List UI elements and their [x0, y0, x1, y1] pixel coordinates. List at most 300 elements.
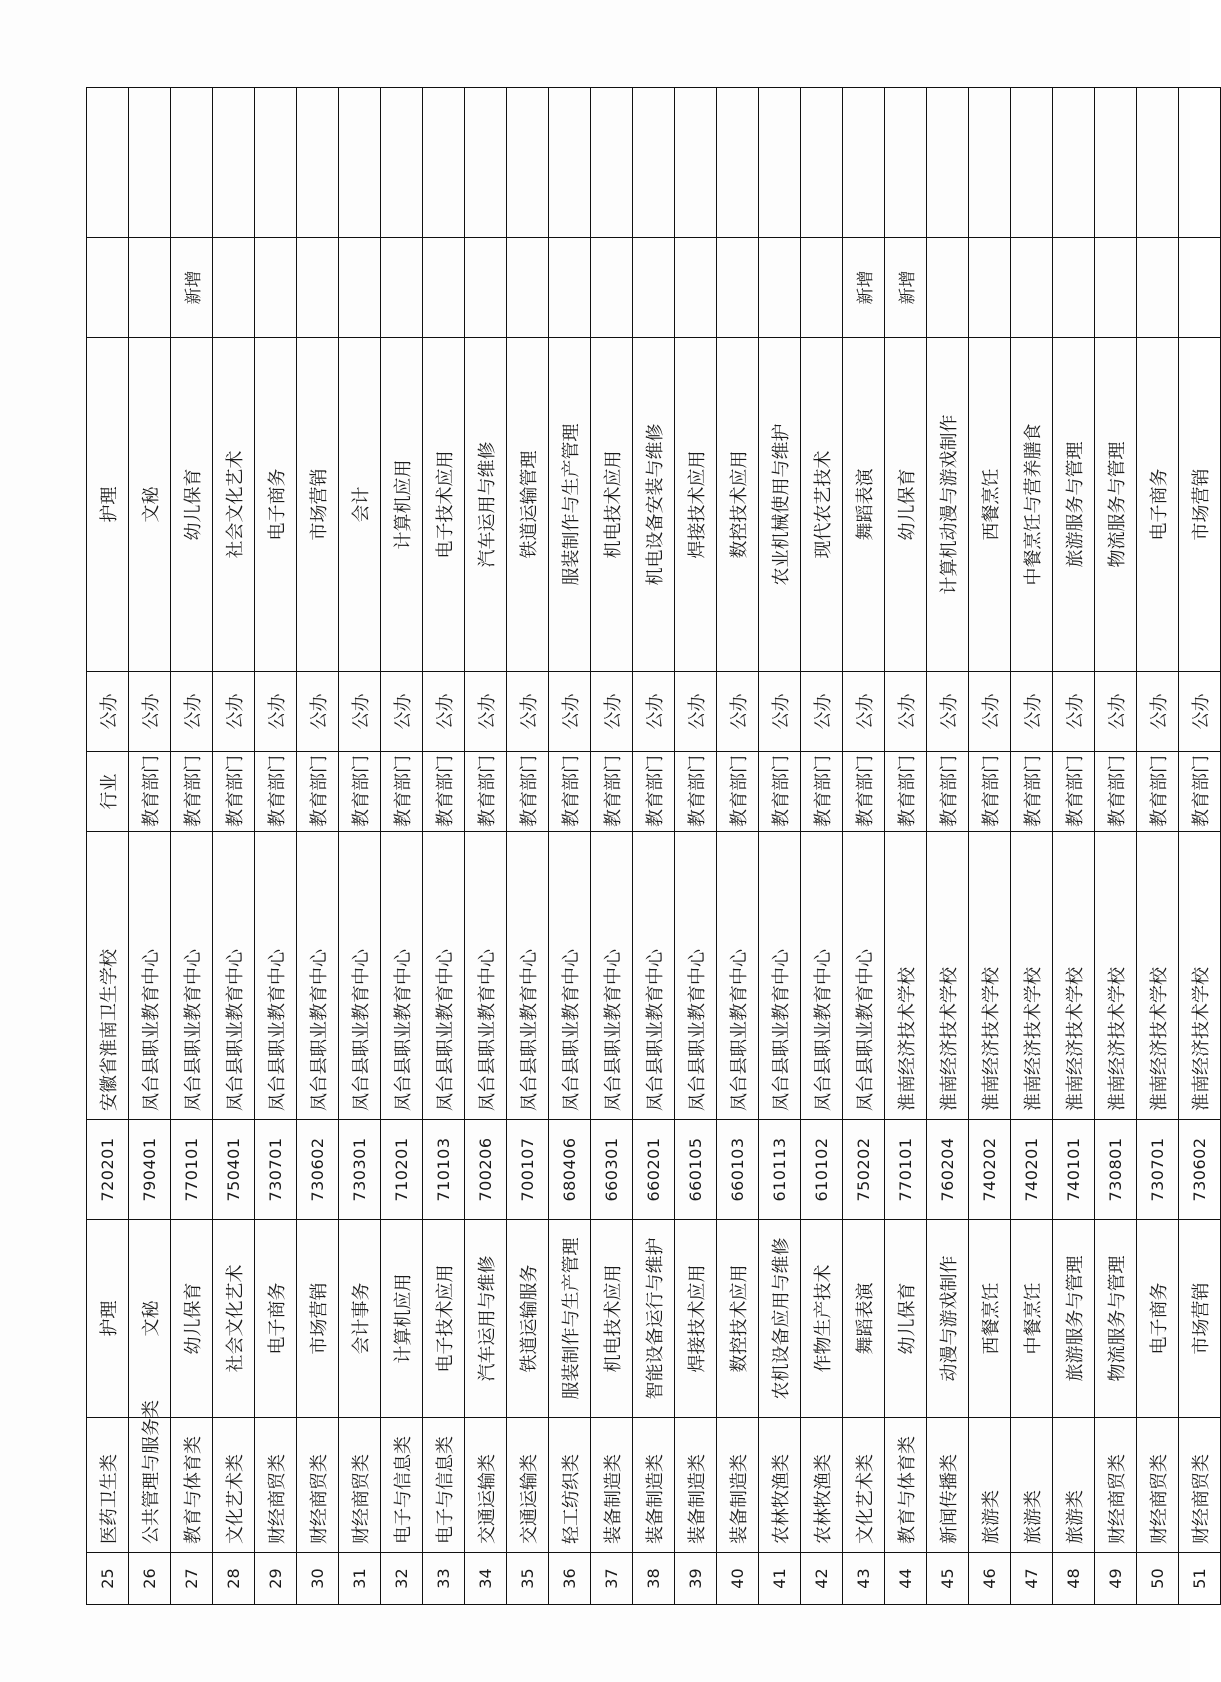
school-nature-cell: 公办 — [1179, 672, 1221, 752]
original-major-cell: 市场营销 — [297, 338, 339, 672]
table-row — [759, 88, 801, 1605]
major-cell: 西餐烹饪 — [969, 1220, 1011, 1418]
category-cell: 农林牧渔类 — [759, 1418, 801, 1553]
row-number: 37 — [591, 1553, 633, 1605]
note-cell — [381, 238, 423, 338]
category-cell: 医药卫生类 — [87, 1418, 129, 1553]
industry-cell: 教育部门 — [927, 752, 969, 832]
original-major-cell: 现代农艺技术 — [801, 338, 843, 672]
table-row — [843, 88, 885, 1605]
blank-cell — [801, 88, 843, 238]
industry-cell: 教育部门 — [171, 752, 213, 832]
school-nature-cell: 公办 — [717, 672, 759, 752]
school-cell: 凤台县职业教育中心 — [549, 832, 591, 1120]
table-row — [1137, 88, 1179, 1605]
original-major-cell: 物流服务与管理 — [1095, 338, 1137, 672]
school-nature-cell: 公办 — [465, 672, 507, 752]
row-number: 34 — [465, 1553, 507, 1605]
note-cell — [423, 238, 465, 338]
original-major-cell: 计算机应用 — [381, 338, 423, 672]
blank-cell — [759, 88, 801, 238]
major-cell: 舞蹈表演 — [843, 1220, 885, 1418]
category-cell: 交通运输类 — [507, 1418, 549, 1553]
school-cell: 凤台县职业教育中心 — [339, 832, 381, 1120]
row-number: 26 — [129, 1553, 171, 1605]
original-major-cell: 幼儿保育 — [885, 338, 927, 672]
blank-cell — [927, 88, 969, 238]
original-major-cell: 电子技术应用 — [423, 338, 465, 672]
note-cell — [717, 238, 759, 338]
major-cell: 幼儿保育 — [171, 1220, 213, 1418]
original-major-cell: 铁道运输管理 — [507, 338, 549, 672]
major-code-cell: 610102 — [801, 1120, 843, 1220]
table-row — [717, 88, 759, 1605]
major-cell: 电子商务 — [1137, 1220, 1179, 1418]
table-row — [1179, 88, 1221, 1605]
school-cell: 淮南经济技术学校 — [969, 832, 1011, 1120]
blank-cell — [339, 88, 381, 238]
major-code-cell: 660201 — [633, 1120, 675, 1220]
original-major-cell: 服装制作与生产管理 — [549, 338, 591, 672]
blank-cell — [1179, 88, 1221, 238]
note-cell — [213, 238, 255, 338]
school-cell: 凤台县职业教育中心 — [507, 832, 549, 1120]
school-nature-cell: 公办 — [591, 672, 633, 752]
category-cell: 旅游类 — [1011, 1418, 1053, 1553]
major-code-cell: 790401 — [129, 1120, 171, 1220]
industry-cell: 教育部门 — [381, 752, 423, 832]
original-major-cell: 计算机动漫与游戏制作 — [927, 338, 969, 672]
note-cell — [1179, 238, 1221, 338]
industry-cell: 教育部门 — [591, 752, 633, 832]
school-cell: 淮南经济技术学校 — [1179, 832, 1221, 1120]
category-cell: 财经商贸类 — [255, 1418, 297, 1553]
table-row — [213, 88, 255, 1605]
industry-cell: 教育部门 — [507, 752, 549, 832]
major-cell: 计算机应用 — [381, 1220, 423, 1418]
industry-cell: 教育部门 — [675, 752, 717, 832]
major-cell: 旅游服务与管理 — [1053, 1220, 1095, 1418]
blank-cell — [1053, 88, 1095, 238]
industry-cell: 教育部门 — [885, 752, 927, 832]
blank-cell — [1137, 88, 1179, 238]
industry-cell: 教育部门 — [843, 752, 885, 832]
blank-cell — [255, 88, 297, 238]
industry-cell: 教育部门 — [717, 752, 759, 832]
major-code-cell: 700107 — [507, 1120, 549, 1220]
school-nature-cell: 公办 — [129, 672, 171, 752]
major-code-cell: 710103 — [423, 1120, 465, 1220]
category-cell: 交通运输类 — [465, 1418, 507, 1553]
original-major-cell: 市场营销 — [1179, 338, 1221, 672]
table-row — [381, 88, 423, 1605]
category-cell: 新闻传播类 — [927, 1418, 969, 1553]
note-cell — [801, 238, 843, 338]
row-number: 36 — [549, 1553, 591, 1605]
note-cell: 新增 — [171, 238, 213, 338]
original-major-cell: 社会文化艺术 — [213, 338, 255, 672]
blank-cell — [843, 88, 885, 238]
original-major-cell: 中餐烹饪与营养膳食 — [1011, 338, 1053, 672]
row-number: 38 — [633, 1553, 675, 1605]
note-cell — [129, 238, 171, 338]
note-cell — [255, 238, 297, 338]
table-row — [969, 88, 1011, 1605]
blank-cell — [171, 88, 213, 238]
note-cell — [507, 238, 549, 338]
row-number: 32 — [381, 1553, 423, 1605]
school-cell: 淮南经济技术学校 — [885, 832, 927, 1120]
table-row — [339, 88, 381, 1605]
school-nature-cell: 公办 — [1095, 672, 1137, 752]
school-cell: 凤台县职业教育中心 — [801, 832, 843, 1120]
major-code-cell: 740201 — [1011, 1120, 1053, 1220]
note-cell: 新增 — [885, 238, 927, 338]
table-row — [801, 88, 843, 1605]
row-number: 25 — [87, 1553, 129, 1605]
blank-cell — [717, 88, 759, 238]
school-cell: 凤台县职业教育中心 — [843, 832, 885, 1120]
industry-cell: 教育部门 — [1137, 752, 1179, 832]
row-number: 41 — [759, 1553, 801, 1605]
original-major-cell: 文秘 — [129, 338, 171, 672]
original-major-cell: 电子商务 — [255, 338, 297, 672]
major-code-cell: 660103 — [717, 1120, 759, 1220]
category-cell: 旅游类 — [1053, 1418, 1095, 1553]
school-cell: 凤台县职业教育中心 — [213, 832, 255, 1120]
major-cell: 电子商务 — [255, 1220, 297, 1418]
note-cell — [549, 238, 591, 338]
note-cell — [297, 238, 339, 338]
major-code-cell: 750202 — [843, 1120, 885, 1220]
school-nature-cell: 公办 — [1137, 672, 1179, 752]
table-row — [255, 88, 297, 1605]
note-cell — [969, 238, 1011, 338]
school-nature-cell: 公办 — [339, 672, 381, 752]
major-code-cell: 710201 — [381, 1120, 423, 1220]
table-row — [1095, 88, 1137, 1605]
industry-cell: 行业 — [87, 752, 129, 832]
school-nature-cell: 公办 — [843, 672, 885, 752]
row-number: 49 — [1095, 1553, 1137, 1605]
major-code-cell: 730301 — [339, 1120, 381, 1220]
school-cell: 凤台县职业教育中心 — [297, 832, 339, 1120]
original-major-cell: 机电设备安装与维修 — [633, 338, 675, 672]
note-cell — [1011, 238, 1053, 338]
industry-cell: 教育部门 — [969, 752, 1011, 832]
industry-cell: 教育部门 — [549, 752, 591, 832]
blank-cell — [423, 88, 465, 238]
table-row — [1053, 88, 1095, 1605]
blank-cell — [465, 88, 507, 238]
category-cell: 旅游类 — [969, 1418, 1011, 1553]
category-cell: 财经商贸类 — [339, 1418, 381, 1553]
industry-cell: 教育部门 — [339, 752, 381, 832]
rotated-table-wrapper — [86, 88, 1212, 1605]
blank-cell — [885, 88, 927, 238]
original-major-cell: 焊接技术应用 — [675, 338, 717, 672]
row-number: 51 — [1179, 1553, 1221, 1605]
category-cell: 轻工纺织类 — [549, 1418, 591, 1553]
table-row — [129, 88, 171, 1605]
school-cell: 凤台县职业教育中心 — [759, 832, 801, 1120]
note-cell — [1095, 238, 1137, 338]
table-row — [507, 88, 549, 1605]
school-cell: 淮南经济技术学校 — [1137, 832, 1179, 1120]
major-cell: 农机设备应用与维修 — [759, 1220, 801, 1418]
major-code-cell: 760204 — [927, 1120, 969, 1220]
school-cell: 凤台县职业教育中心 — [633, 832, 675, 1120]
row-number: 28 — [213, 1553, 255, 1605]
school-cell: 淮南经济技术学校 — [927, 832, 969, 1120]
school-nature-cell: 公办 — [927, 672, 969, 752]
school-nature-cell: 公办 — [381, 672, 423, 752]
school-nature-cell: 公办 — [87, 672, 129, 752]
original-major-cell: 旅游服务与管理 — [1053, 338, 1095, 672]
major-code-cell: 770101 — [171, 1120, 213, 1220]
table-row — [171, 88, 213, 1605]
major-list-table — [86, 87, 1221, 1605]
row-number: 50 — [1137, 1553, 1179, 1605]
major-cell: 机电技术应用 — [591, 1220, 633, 1418]
school-nature-cell: 公办 — [759, 672, 801, 752]
major-cell: 幼儿保育 — [885, 1220, 927, 1418]
major-cell: 数控技术应用 — [717, 1220, 759, 1418]
industry-cell: 教育部门 — [297, 752, 339, 832]
note-cell — [1053, 238, 1095, 338]
row-number: 46 — [969, 1553, 1011, 1605]
row-number: 29 — [255, 1553, 297, 1605]
table-row — [87, 88, 129, 1605]
industry-cell: 教育部门 — [465, 752, 507, 832]
note-cell — [927, 238, 969, 338]
original-major-cell: 电子商务 — [1137, 338, 1179, 672]
school-cell: 凤台县职业教育中心 — [423, 832, 465, 1120]
category-cell: 装备制造类 — [591, 1418, 633, 1553]
category-cell: 财经商贸类 — [1137, 1418, 1179, 1553]
row-number: 48 — [1053, 1553, 1095, 1605]
major-code-cell: 730701 — [1137, 1120, 1179, 1220]
industry-cell: 教育部门 — [423, 752, 465, 832]
category-cell: 装备制造类 — [633, 1418, 675, 1553]
category-cell: 装备制造类 — [717, 1418, 759, 1553]
category-cell: 教育与体育类 — [171, 1418, 213, 1553]
row-number: 27 — [171, 1553, 213, 1605]
category-cell: 财经商贸类 — [297, 1418, 339, 1553]
note-cell: 新增 — [843, 238, 885, 338]
major-code-cell: 730602 — [1179, 1120, 1221, 1220]
major-cell: 焊接技术应用 — [675, 1220, 717, 1418]
original-major-cell: 机电技术应用 — [591, 338, 633, 672]
major-code-cell: 700206 — [465, 1120, 507, 1220]
original-major-cell: 西餐烹饪 — [969, 338, 1011, 672]
original-major-cell: 幼儿保育 — [171, 338, 213, 672]
original-major-cell: 会计 — [339, 338, 381, 672]
major-cell: 动漫与游戏制作 — [927, 1220, 969, 1418]
original-major-cell: 农业机械使用与维护 — [759, 338, 801, 672]
table-row — [591, 88, 633, 1605]
industry-cell: 教育部门 — [129, 752, 171, 832]
row-number: 35 — [507, 1553, 549, 1605]
row-number: 45 — [927, 1553, 969, 1605]
school-nature-cell: 公办 — [1011, 672, 1053, 752]
table-row — [297, 88, 339, 1605]
school-cell: 淮南经济技术学校 — [1053, 832, 1095, 1120]
blank-cell — [549, 88, 591, 238]
school-cell: 凤台县职业教育中心 — [255, 832, 297, 1120]
row-number: 30 — [297, 1553, 339, 1605]
note-cell — [1137, 238, 1179, 338]
category-cell: 公共管理与服务类 — [129, 1418, 171, 1553]
note-cell — [591, 238, 633, 338]
industry-cell: 教育部门 — [1053, 752, 1095, 832]
major-cell: 智能设备运行与维护 — [633, 1220, 675, 1418]
row-number: 44 — [885, 1553, 927, 1605]
original-major-cell: 汽车运用与维修 — [465, 338, 507, 672]
major-code-cell: 730801 — [1095, 1120, 1137, 1220]
blank-cell — [633, 88, 675, 238]
original-major-cell: 舞蹈表演 — [843, 338, 885, 672]
major-code-cell: 730701 — [255, 1120, 297, 1220]
major-code-cell: 770101 — [885, 1120, 927, 1220]
school-nature-cell: 公办 — [885, 672, 927, 752]
table-row — [1011, 88, 1053, 1605]
table-row — [927, 88, 969, 1605]
blank-cell — [507, 88, 549, 238]
major-code-cell: 750401 — [213, 1120, 255, 1220]
major-cell: 作物生产技术 — [801, 1220, 843, 1418]
school-cell: 凤台县职业教育中心 — [675, 832, 717, 1120]
school-nature-cell: 公办 — [507, 672, 549, 752]
category-cell: 电子与信息类 — [381, 1418, 423, 1553]
row-number: 33 — [423, 1553, 465, 1605]
note-cell — [87, 238, 129, 338]
category-cell: 装备制造类 — [675, 1418, 717, 1553]
industry-cell: 教育部门 — [759, 752, 801, 832]
blank-cell — [1095, 88, 1137, 238]
row-number: 43 — [843, 1553, 885, 1605]
major-code-cell: 740202 — [969, 1120, 1011, 1220]
row-number: 31 — [339, 1553, 381, 1605]
school-cell: 凤台县职业教育中心 — [171, 832, 213, 1120]
industry-cell: 教育部门 — [213, 752, 255, 832]
major-cell: 文秘 — [129, 1220, 171, 1418]
note-cell — [465, 238, 507, 338]
category-cell: 农林牧渔类 — [801, 1418, 843, 1553]
major-code-cell: 680406 — [549, 1120, 591, 1220]
school-nature-cell: 公办 — [633, 672, 675, 752]
table-row — [633, 88, 675, 1605]
major-code-cell: 740101 — [1053, 1120, 1095, 1220]
blank-cell — [675, 88, 717, 238]
blank-cell — [129, 88, 171, 238]
school-nature-cell: 公办 — [255, 672, 297, 752]
school-nature-cell: 公办 — [213, 672, 255, 752]
major-code-cell: 610113 — [759, 1120, 801, 1220]
blank-cell — [213, 88, 255, 238]
major-code-cell: 660105 — [675, 1120, 717, 1220]
note-cell — [339, 238, 381, 338]
category-cell: 财经商贸类 — [1095, 1418, 1137, 1553]
note-cell — [675, 238, 717, 338]
school-cell: 凤台县职业教育中心 — [129, 832, 171, 1120]
note-cell — [633, 238, 675, 338]
major-cell: 市场营销 — [297, 1220, 339, 1418]
major-cell: 会计事务 — [339, 1220, 381, 1418]
row-number: 42 — [801, 1553, 843, 1605]
row-number: 39 — [675, 1553, 717, 1605]
school-nature-cell: 公办 — [423, 672, 465, 752]
school-nature-cell: 公办 — [801, 672, 843, 752]
row-number: 40 — [717, 1553, 759, 1605]
industry-cell: 教育部门 — [1011, 752, 1053, 832]
school-cell: 凤台县职业教育中心 — [591, 832, 633, 1120]
row-number: 47 — [1011, 1553, 1053, 1605]
major-cell: 社会文化艺术 — [213, 1220, 255, 1418]
industry-cell: 教育部门 — [633, 752, 675, 832]
major-cell: 市场营销 — [1179, 1220, 1221, 1418]
blank-cell — [969, 88, 1011, 238]
school-nature-cell: 公办 — [675, 672, 717, 752]
industry-cell: 教育部门 — [801, 752, 843, 832]
table-row — [675, 88, 717, 1605]
school-nature-cell: 公办 — [549, 672, 591, 752]
school-nature-cell: 公办 — [297, 672, 339, 752]
blank-cell — [1011, 88, 1053, 238]
note-cell — [759, 238, 801, 338]
blank-cell — [87, 88, 129, 238]
school-cell: 安徽省淮南卫生学校 — [87, 832, 129, 1120]
industry-cell: 教育部门 — [1179, 752, 1221, 832]
school-cell: 淮南经济技术学校 — [1011, 832, 1053, 1120]
school-nature-cell: 公办 — [969, 672, 1011, 752]
school-nature-cell: 公办 — [171, 672, 213, 752]
major-cell: 汽车运用与维修 — [465, 1220, 507, 1418]
table-body — [87, 88, 1221, 1605]
major-cell: 铁道运输服务 — [507, 1220, 549, 1418]
table-row — [465, 88, 507, 1605]
table-row — [549, 88, 591, 1605]
table-row — [885, 88, 927, 1605]
blank-cell — [591, 88, 633, 238]
original-major-cell: 护理 — [87, 338, 129, 672]
original-major-cell: 数控技术应用 — [717, 338, 759, 672]
category-cell: 文化艺术类 — [843, 1418, 885, 1553]
category-cell: 财经商贸类 — [1179, 1418, 1221, 1553]
major-code-cell: 730602 — [297, 1120, 339, 1220]
blank-cell — [381, 88, 423, 238]
school-cell: 凤台县职业教育中心 — [717, 832, 759, 1120]
major-cell: 电子技术应用 — [423, 1220, 465, 1418]
school-cell: 凤台县职业教育中心 — [381, 832, 423, 1120]
school-cell: 淮南经济技术学校 — [1095, 832, 1137, 1120]
industry-cell: 教育部门 — [255, 752, 297, 832]
major-code-cell: 720201 — [87, 1120, 129, 1220]
blank-cell — [297, 88, 339, 238]
major-cell: 服装制作与生产管理 — [549, 1220, 591, 1418]
major-cell: 护理 — [87, 1220, 129, 1418]
school-nature-cell: 公办 — [1053, 672, 1095, 752]
major-cell: 中餐烹饪 — [1011, 1220, 1053, 1418]
industry-cell: 教育部门 — [1095, 752, 1137, 832]
major-code-cell: 660301 — [591, 1120, 633, 1220]
category-cell: 文化艺术类 — [213, 1418, 255, 1553]
category-cell: 教育与体育类 — [885, 1418, 927, 1553]
category-cell: 电子与信息类 — [423, 1418, 465, 1553]
major-cell: 物流服务与管理 — [1095, 1220, 1137, 1418]
school-cell: 凤台县职业教育中心 — [465, 832, 507, 1120]
table-row — [423, 88, 465, 1605]
